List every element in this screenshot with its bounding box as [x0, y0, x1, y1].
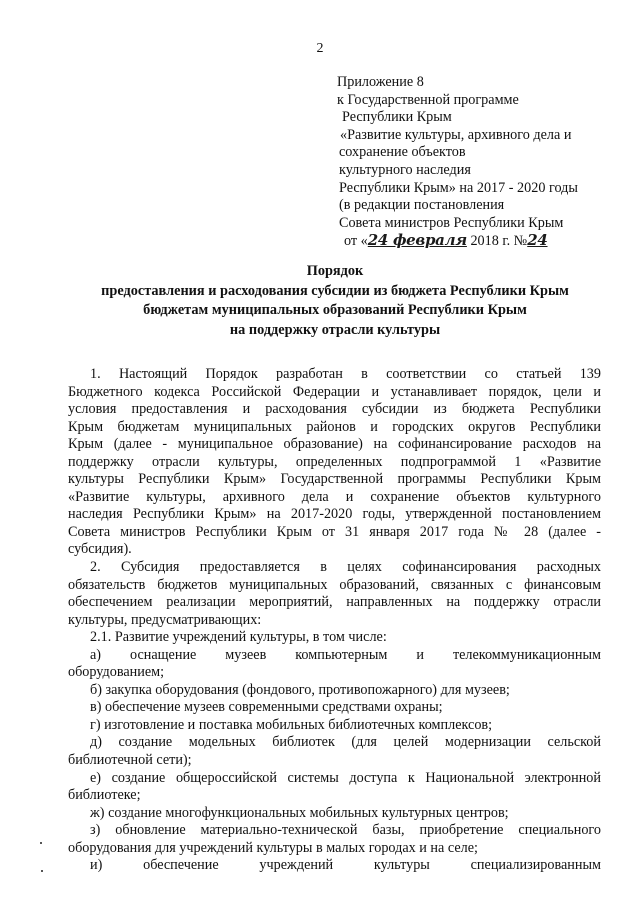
- document-title: [60, 262, 610, 340]
- scan-speck: [41, 870, 43, 872]
- body-line: оборудованием;: [68, 664, 165, 681]
- appendix-date-line: [336, 232, 626, 251]
- appendix-line: Республики Крым: [342, 109, 452, 126]
- appendix-line: культурного наследия: [339, 161, 471, 178]
- body-line: б) закупка оборудования (фондового, противопожарного) для музеев;: [90, 681, 510, 698]
- appendix-line: к Государственной программе: [337, 91, 519, 108]
- title-line: бюджетам муниципальных образований Республики Крым: [143, 302, 527, 318]
- body-line: Бюджетного кодекса Российской Федерации и устанавливает порядок, цели и: [68, 383, 601, 400]
- appendix-line: «Развитие культуры, архивного дела и: [340, 126, 572, 143]
- date-year: 2018 г. №: [466, 233, 528, 250]
- body-line: культуры, предусматривающих:: [68, 611, 262, 628]
- body-line: «Развитие культуры, архивного дела и сохранение объектов культурного: [68, 488, 601, 505]
- scan-speck: [40, 842, 42, 844]
- appendix-header: [336, 74, 626, 251]
- body-line: ж) создание многофункциональных мобильных культурных центров;: [90, 804, 509, 821]
- body-line: в) обеспечение музеев современными средствами охраны;: [90, 699, 443, 716]
- body-line: 2.1. Развитие учреждений культуры, в том числе:: [90, 629, 387, 646]
- handwritten-date: 24 февраля: [367, 231, 467, 250]
- body-line: а) оснащение музеев компьютерным и телекоммуникационным: [90, 646, 601, 663]
- body-line: наследия Республики Крым» на 2017-2020 годы, утвержденной постановлением: [68, 506, 601, 523]
- date-prefix: от «: [344, 233, 368, 250]
- document-body: [68, 366, 601, 875]
- title-line: предоставления и расходования субсидии из бюджета Республики Крым: [101, 282, 569, 299]
- body-line: обязательств бюджетов муниципальных образований, связанных с финансовым: [68, 576, 601, 593]
- appendix-line: Республики Крым» на 2017 - 2020 годы: [339, 179, 578, 196]
- body-line: культуры Республики Крым» Государственной программы Республики Крым: [68, 471, 601, 488]
- body-line: субсидия).: [68, 541, 132, 558]
- body-line: библиотеке;: [68, 787, 141, 804]
- body-line: обеспечением реализации мероприятий, направленных на поддержку отрасли: [68, 594, 601, 611]
- body-line: условия предоставления и расходования субсидии из бюджета Республики: [68, 401, 601, 418]
- appendix-line: сохранение объектов: [339, 144, 466, 161]
- body-line: Крым бюджетам муниципальных районов и городских округов Республики: [68, 418, 601, 435]
- title-line: Порядок: [306, 263, 364, 279]
- page-number: 2: [316, 41, 324, 56]
- body-line: з) обновление материально-технической базы, приобретение специального: [90, 822, 601, 839]
- body-line: поддержку отрасли культуры, определенных подпрограммой 1 «Развитие: [68, 453, 601, 470]
- handwritten-number: 24: [527, 231, 548, 250]
- body-line: Крым (далее - муниципальное образование) на софинансирование расходов на: [68, 436, 601, 453]
- body-line: г) изготовление и поставка мобильных библиотечных комплексов;: [90, 716, 493, 733]
- body-line: 1. Настоящий Порядок разработан в соответствии со статьей 139: [90, 366, 601, 382]
- body-line: д) создание модельных библиотек (для целей модернизации сельской: [90, 734, 601, 751]
- body-line: оборудования для учреждений культуры в малых городах и на селе;: [68, 839, 478, 856]
- body-line: и) обеспечение учреждений культуры специализированным: [90, 857, 601, 874]
- appendix-line: Приложение 8: [337, 74, 424, 90]
- body-line: е) создание общероссийской системы доступа к Национальной электронной: [90, 769, 601, 786]
- appendix-line: (в редакции постановления: [339, 197, 505, 214]
- body-line: 2. Субсидия предоставляется в целях софинансирования расходных: [90, 559, 601, 576]
- appendix-line: Совета министров Республики Крым: [339, 214, 564, 231]
- title-line: на поддержку отрасли культуры: [229, 321, 441, 338]
- body-line: Совета министров Республики Крым от 31 января 2017 года № 28 (далее -: [68, 523, 601, 540]
- body-line: библиотечной сети);: [68, 752, 192, 769]
